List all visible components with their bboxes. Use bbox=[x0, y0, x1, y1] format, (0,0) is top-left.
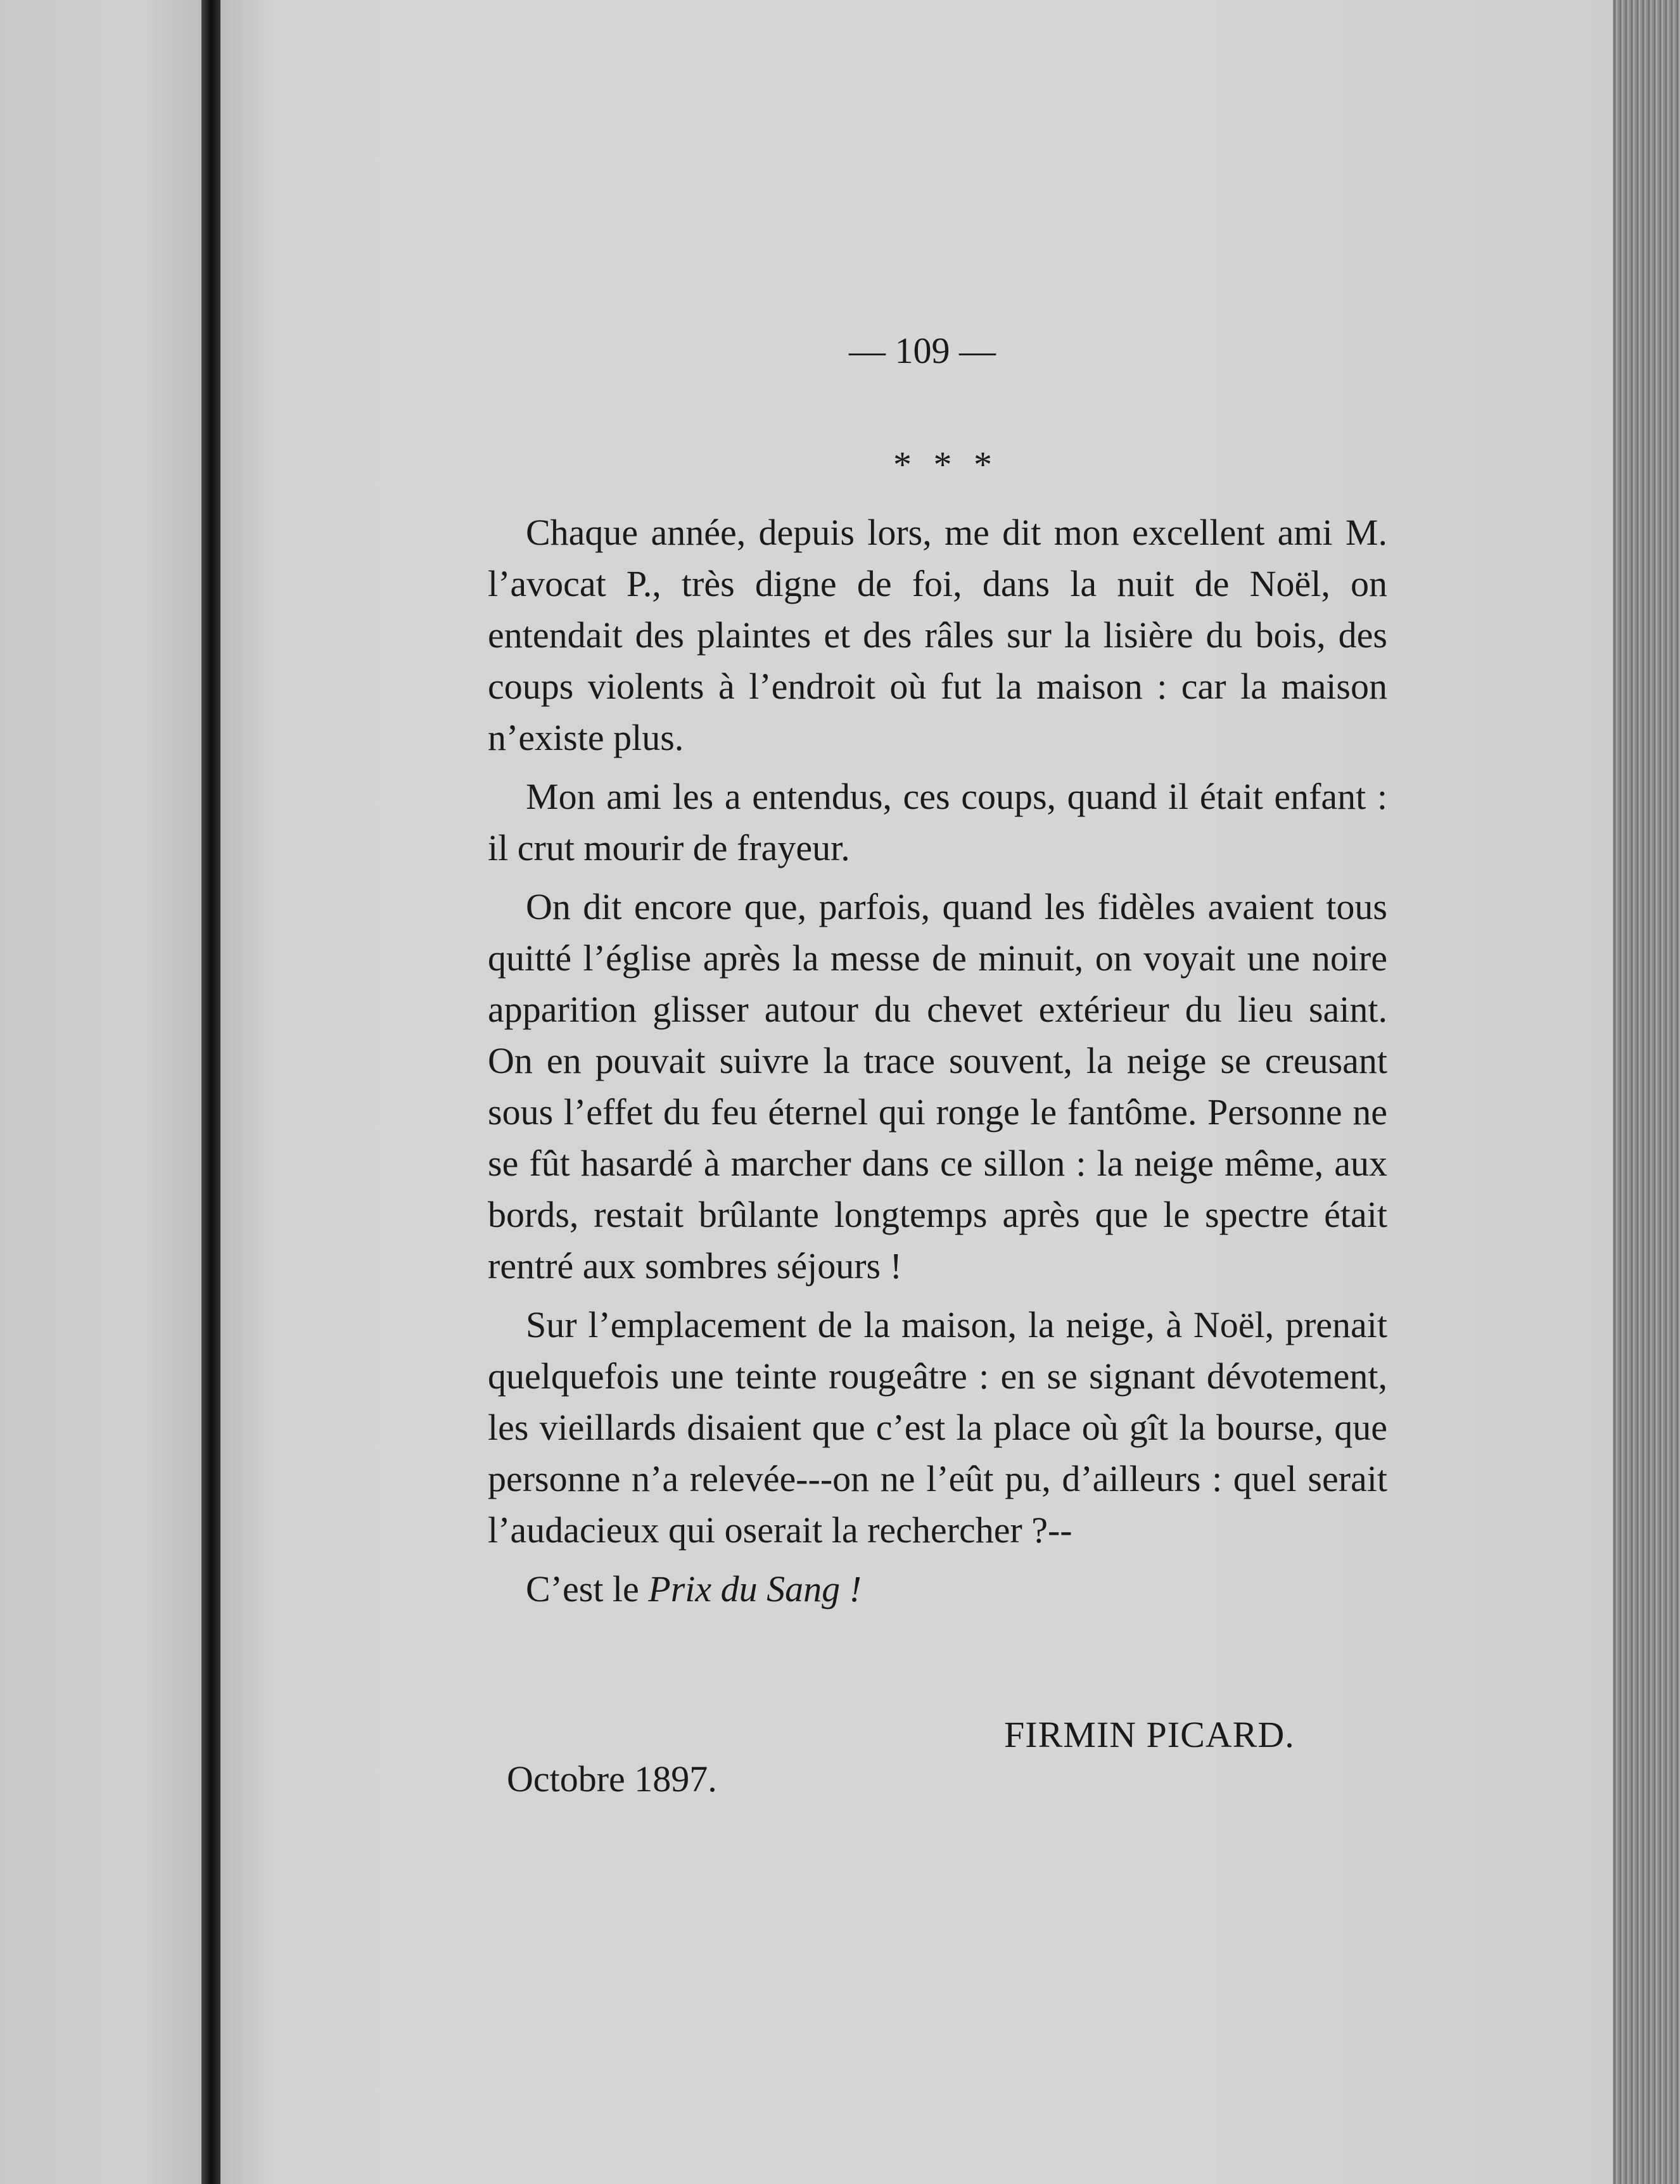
section-separator: * * * bbox=[893, 444, 998, 485]
paragraph-3: On dit encore que, parfois, quand les fidèles avaient tous quitté l’église après la messe de minuit, on voyait une noire apparition glisser autour du chevet extérieur du lieu saint. On en pouvait suivre la trace souvent, la neige se creusant sous l’effet du feu éternel qui ronge le fantôme. Personne ne se fût hasardé à marcher dans ce sillon : la neige même, aux bords, restait brûlante longtemps après que le spectre était rentré aux sombres séjours ! bbox=[488, 886, 1387, 1286]
paragraph-2: Mon ami les a entendus, ces coups, quand il était enfant : il crut mourir de frayeur. bbox=[488, 776, 1387, 868]
page-number: — 109 — bbox=[849, 330, 996, 371]
author-signature: FIRMIN PICARD. bbox=[1004, 1714, 1295, 1755]
left-page bbox=[0, 0, 201, 2184]
paragraph-4: Sur l’emplacement de la maison, la neige, à Noël, prenait quelquefois une teinte rougeâtre : en se signant dévotement, les vieillards disaient que c’est la place où gît la bourse, que personne n’a relevée---on ne l’eût pu, d’ailleurs : quel serait l’audacieux qui oserait la rechercher ?-- bbox=[488, 1304, 1387, 1551]
closing-line bbox=[488, 1563, 1387, 1615]
closing-italic: Prix du Sang ! bbox=[648, 1568, 862, 1609]
book-gutter bbox=[201, 0, 220, 2184]
closing-lead: C’est le bbox=[526, 1568, 649, 1609]
paragraph-1: Chaque année, depuis lors, me dit mon excellent ami M. l’avocat P., très digne de foi, dans la nuit de Noël, on entendait des plaintes et des râles sur la lisière du bois, des coups violents à l’endroit où fut la maison : car la maison n’existe plus. bbox=[488, 512, 1387, 758]
date-line: Octobre 1897. bbox=[507, 1758, 717, 1800]
body-text bbox=[488, 507, 1387, 1615]
page-edges bbox=[1613, 0, 1680, 2184]
